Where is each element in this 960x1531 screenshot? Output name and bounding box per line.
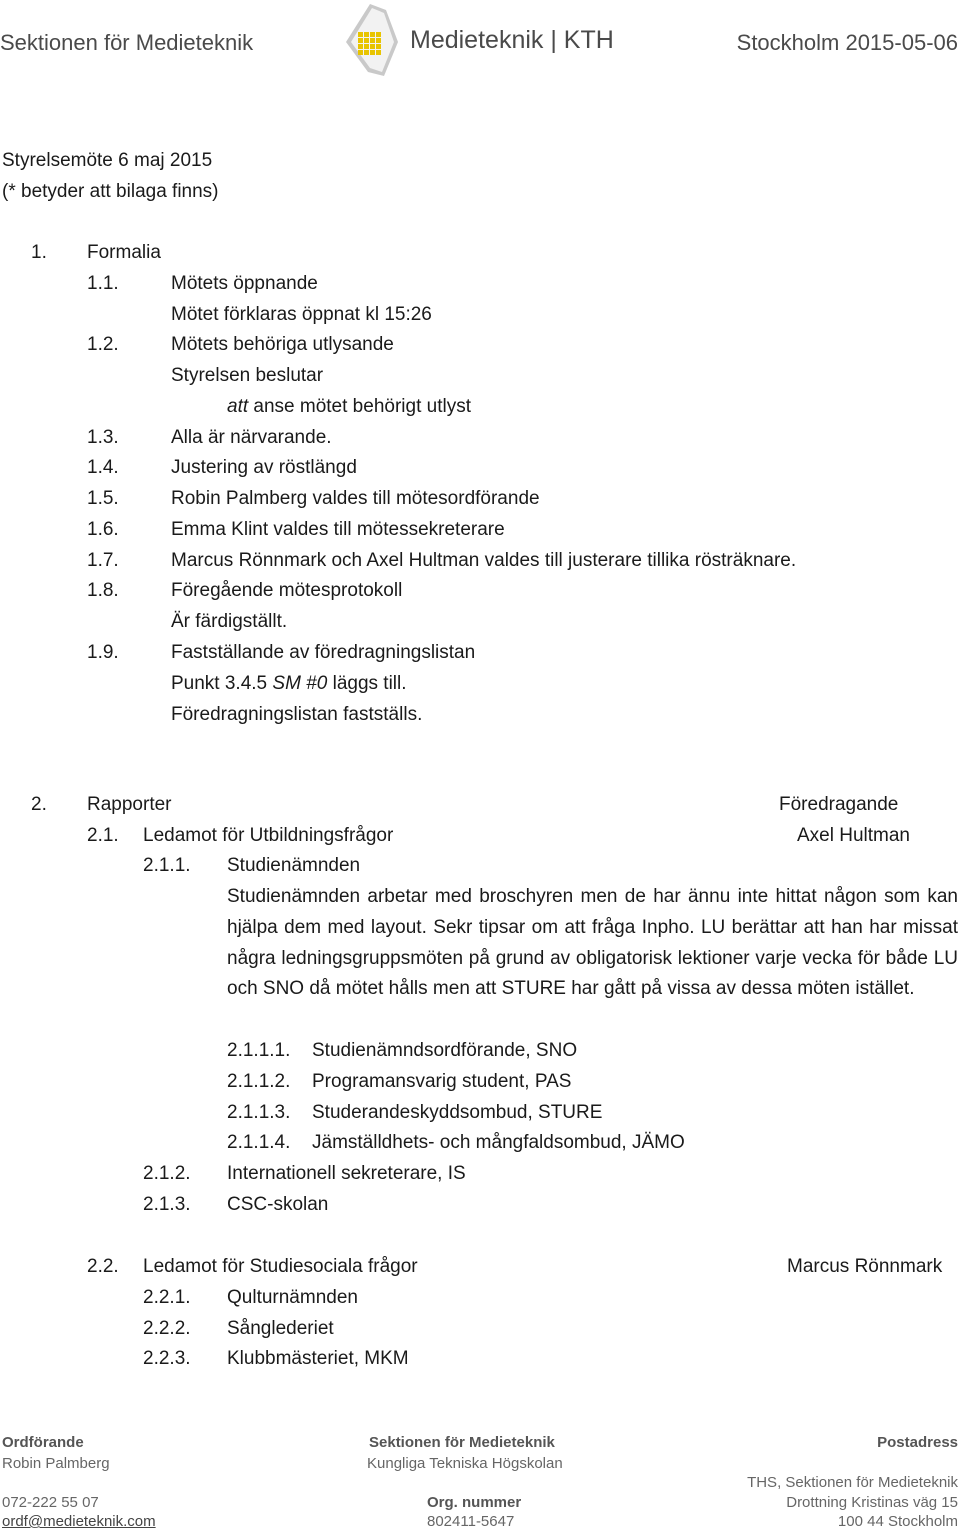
logo-text: Medieteknik | KTH — [410, 26, 614, 54]
item-1-7-text: Marcus Rönnmark och Axel Hultman valdes till justerare tillika rösträknare. — [171, 550, 797, 571]
item-1-3-number: 1.3. — [87, 427, 119, 448]
item-2-2-3-number: 2.2.3. — [143, 1348, 191, 1369]
footer-address-heading: Postadress — [877, 1434, 958, 1451]
item-2-1-1-3-text: Studerandeskyddsombud, STURE — [312, 1102, 603, 1123]
item-1-1-text: Mötets öppnande — [171, 273, 318, 294]
footer-chair-phone: 072-222 55 07 — [2, 1494, 99, 1511]
item-2-1-1-2-number: 2.1.1.2. — [227, 1071, 291, 1092]
footer-chair-heading: Ordförande — [2, 1434, 84, 1451]
item-1-8-number: 1.8. — [87, 580, 119, 601]
item-2-2-1-number: 2.2.1. — [143, 1287, 191, 1308]
logo-emblem-icon — [340, 2, 410, 78]
item-1-6-number: 1.6. — [87, 519, 119, 540]
footer-section-heading: Sektionen för Medieteknik — [369, 1434, 555, 1451]
item-2-2-number: 2.2. — [87, 1256, 119, 1277]
item-2-1-presenter: Axel Hultman — [797, 825, 910, 846]
item-2-1-text: Ledamot för Utbildningsfrågor — [143, 825, 394, 846]
item-2-1-1-4-number: 2.1.1.4. — [227, 1132, 291, 1153]
header-date: Stockholm 2015-05-06 — [736, 30, 958, 55]
item-2-1-1-text: Studienämnden — [227, 855, 361, 876]
footer-org-number: 802411-5647 — [427, 1513, 515, 1530]
doc-title: Styrelsemöte 6 maj 2015 — [2, 150, 213, 171]
footer-address-line3: 100 44 Stockholm — [837, 1513, 958, 1530]
item-2-2-presenter: Marcus Rönnmark — [787, 1256, 943, 1277]
item-2-1-1-2-text: Programansvarig student, PAS — [312, 1071, 572, 1092]
item-1-8-sub: Är färdigställt. — [171, 611, 288, 632]
item-1-6-text: Emma Klint valdes till mötessekreterare — [171, 519, 505, 540]
item-2-1-3-number: 2.1.3. — [143, 1194, 191, 1215]
section-1-title: Formalia — [87, 242, 161, 263]
item-1-1-sub: Mötet förklaras öppnat kl 15:26 — [171, 304, 432, 325]
medieteknik-kth-logo — [340, 2, 630, 78]
item-2-1-1-1-text: Studienämndsordförande, SNO — [312, 1040, 578, 1061]
item-2-1-2-text: Internationell sekreterare, IS — [227, 1163, 466, 1184]
item-2-2-2-number: 2.2.2. — [143, 1318, 191, 1339]
item-1-5-number: 1.5. — [87, 488, 119, 509]
item-2-1-1-number: 2.1.1. — [143, 855, 191, 876]
item-1-4-number: 1.4. — [87, 457, 119, 478]
item-1-2-decision — [227, 396, 471, 418]
doc-note: (* betyder att bilaga finns) — [2, 181, 219, 202]
item-1-5-text: Robin Palmberg valdes till mötesordförande — [171, 488, 540, 509]
item-1-2-sub: Styrelsen beslutar — [171, 365, 324, 386]
item-2-1-number: 2.1. — [87, 825, 119, 846]
item-2-1-1-paragraph: Studienämnden arbetar med broschyren men de har ännu inte hittat någon som kan hjälpa dem med layout. Sekr tipsar om att fråga Inpho. LU berättar att han har missat några ledningsgruppsmöten på grund av obligatorisk lektioner varje vecka för både LU och SNO då mötet hålls men att STURE har gått på vissa av dessa möten istället. — [227, 886, 958, 1000]
section-2-title: Rapporter — [87, 794, 172, 815]
item-2-1-2-number: 2.1.2. — [143, 1163, 191, 1184]
footer-university: Kungliga Tekniska Högskolan — [367, 1455, 563, 1472]
section-2-number: 2. — [31, 794, 47, 815]
item-2-2-2-text: Sånglederiet — [227, 1318, 334, 1339]
item-1-9-sub1-b: SM #0 — [272, 673, 328, 694]
footer-address-line1: THS, Sektionen för Medieteknik — [747, 1474, 958, 1491]
presenter-header: Föredragande — [779, 794, 899, 815]
item-2-1-1-1-number: 2.1.1.1. — [227, 1040, 291, 1061]
item-1-9-number: 1.9. — [87, 642, 119, 663]
item-2-2-1-text: Qulturnämnden — [227, 1287, 358, 1308]
section-1-number: 1. — [31, 242, 47, 263]
item-2-2-text: Ledamot för Studiesociala frågor — [143, 1256, 418, 1277]
att-word: att — [227, 396, 249, 417]
item-1-9-sub1-c: läggs till. — [332, 673, 407, 694]
item-1-4-text: Justering av röstlängd — [171, 457, 357, 478]
att-rest: anse mötet behörigt utlyst — [253, 396, 471, 417]
item-1-7-number: 1.7. — [87, 550, 119, 571]
header-section-name: Sektionen för Medieteknik — [0, 30, 254, 55]
item-1-3-text: Alla är närvarande. — [171, 427, 332, 448]
item-1-9-sub1 — [171, 673, 407, 695]
item-2-1-1-4-text: Jämställdhets- och mångfaldsombud, JÄMO — [312, 1132, 685, 1153]
footer-address-line2: Drottning Kristinas väg 15 — [786, 1494, 958, 1511]
item-1-2-text: Mötets behöriga utlysande — [171, 334, 394, 355]
item-1-9-sub1-a: Punkt 3.4.5 — [171, 673, 268, 694]
footer-org-heading: Org. nummer — [427, 1494, 522, 1511]
item-1-9-text: Fastställande av föredragningslistan — [171, 642, 476, 663]
item-1-8-text: Föregående mötesprotokoll — [171, 580, 403, 601]
item-1-1-number: 1.1. — [87, 273, 119, 294]
footer-chair-name: Robin Palmberg — [2, 1455, 110, 1472]
item-1-2-number: 1.2. — [87, 334, 119, 355]
item-1-9-sub2: Föredragningslistan fastställs. — [171, 704, 423, 725]
item-2-1-3-text: CSC-skolan — [227, 1194, 329, 1215]
item-2-1-1-3-number: 2.1.1.3. — [227, 1102, 291, 1123]
footer-chair-email-link[interactable]: ordf@medieteknik.com — [2, 1513, 156, 1530]
item-2-2-3-text: Klubbmästeriet, MKM — [227, 1348, 409, 1369]
